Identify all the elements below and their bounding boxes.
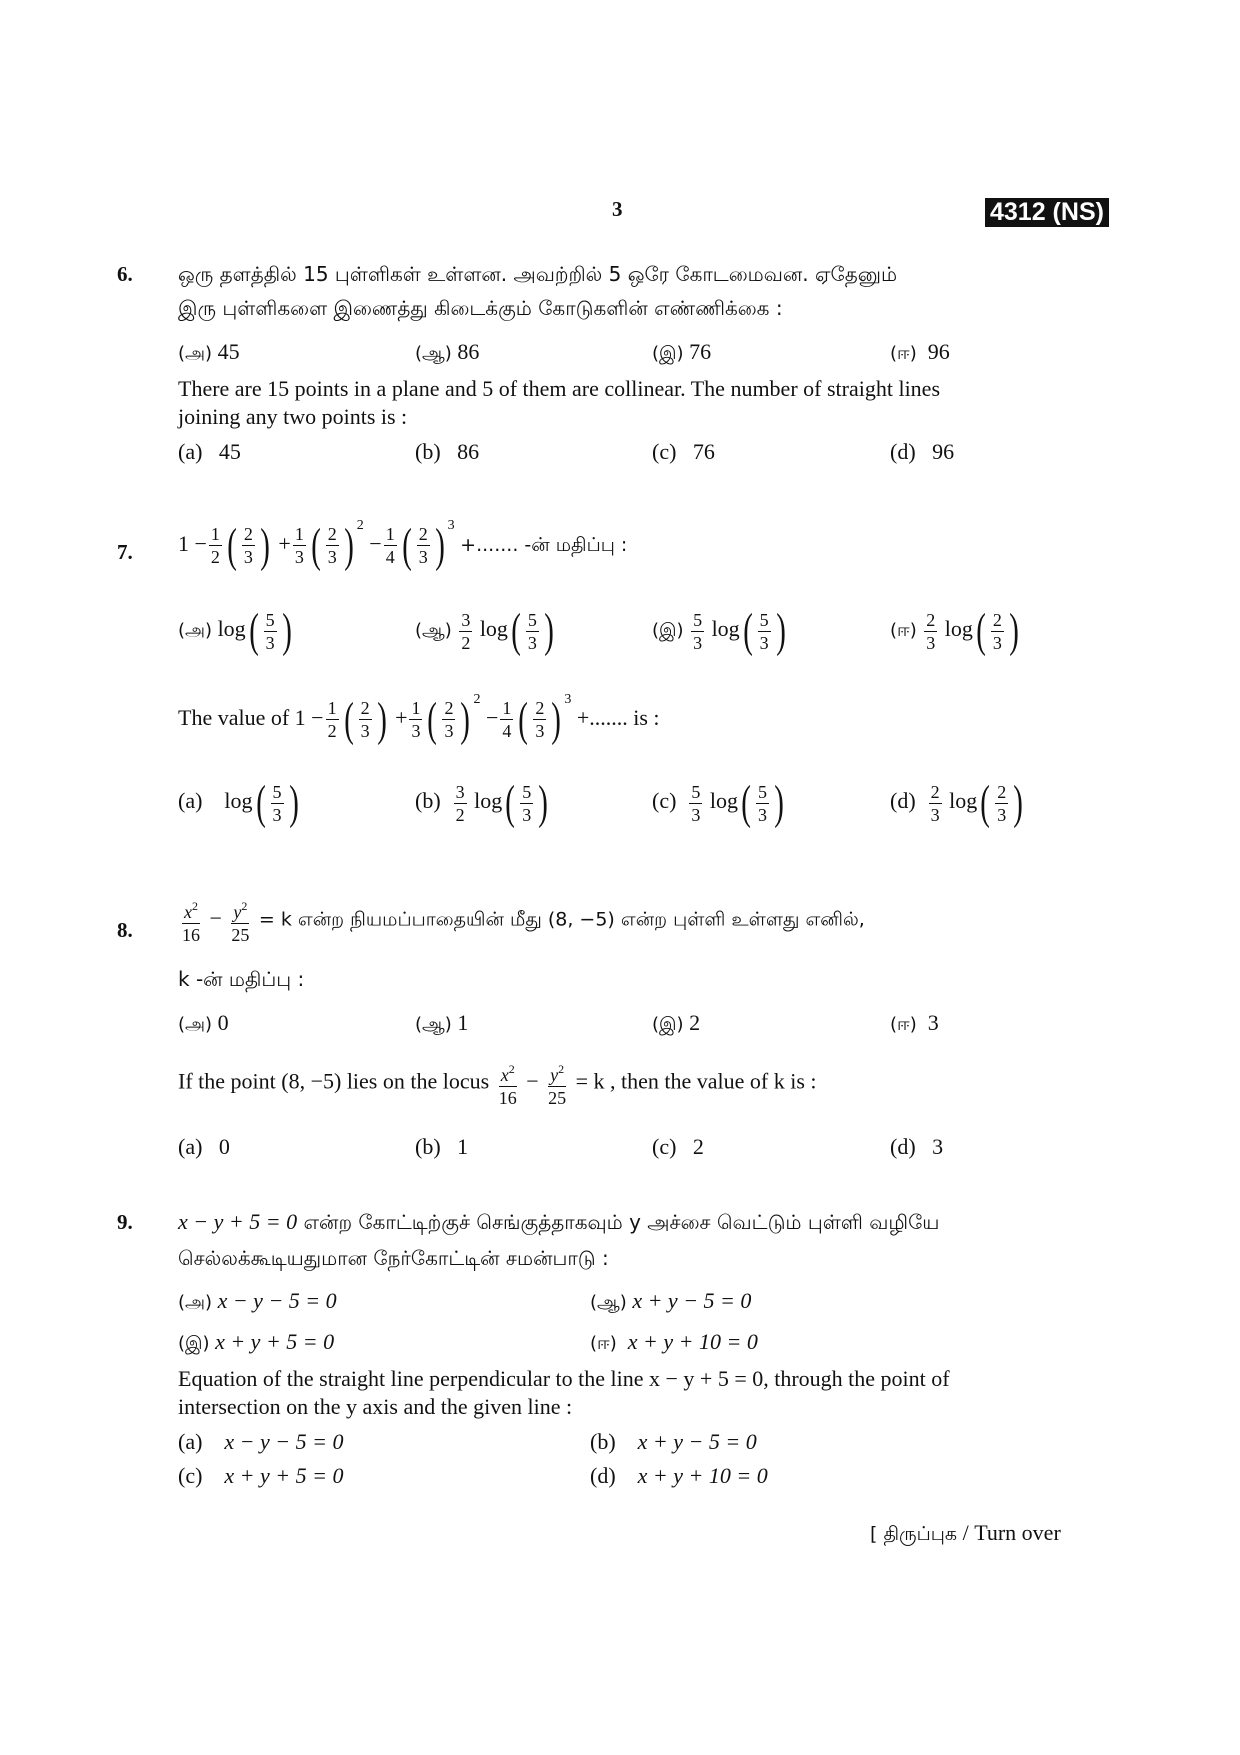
question-text-english: There are 15 points in a plane and 5 of them are collinear. The number of straight lines	[178, 376, 941, 401]
option: (a) 0	[178, 1134, 230, 1159]
option: (அ) log( $\frac{5}{3}$ )	[178, 604, 292, 657]
option: (b) x + y − 5 = 0	[590, 1429, 757, 1454]
option: (c) x + y + 5 = 0	[178, 1463, 344, 1488]
option: (ஆ) 86	[415, 339, 480, 364]
option: (ஆ) 1	[415, 1010, 469, 1035]
option: (b) $\frac{3}{2}$ log( $\frac{5}{3}$ )	[415, 776, 549, 829]
question-suffix-english: = k , then the value of k is :	[575, 1068, 817, 1094]
option: (a) 45	[178, 439, 241, 464]
question-text-english: Equation of the straight line perpendicular to the line x − y + 5 = 0, through the point of	[178, 1366, 950, 1391]
question-text-tamil: செல்லக்கூடியதுமான நேர்கோட்டின் சமன்பாடு :	[178, 1246, 609, 1270]
paper-code: 4312 (NS)	[985, 198, 1109, 227]
question-number: 9.	[117, 1210, 133, 1234]
question-text-tamil: k -ன் மதிப்பு :	[178, 967, 305, 991]
option: (இ) $\frac{5}{3}$ log( $\frac{5}{3}$ )	[652, 604, 786, 657]
question-text-tamil: ஒரு தளத்தில் 15 புள்ளிகள் உள்ளன. அவற்றில் 5 ஒரே கோடமைவன. ஏதேனும்	[178, 262, 898, 286]
option: (அ) x − y − 5 = 0	[178, 1288, 337, 1313]
question-suffix-tamil: +....... -ன் மதிப்பு :	[460, 534, 628, 556]
option: (இ) 76	[652, 339, 712, 364]
option: (c) 76	[652, 439, 715, 464]
option: (d) 96	[890, 439, 955, 464]
option: (b) 86	[415, 439, 480, 464]
option: (c) 2	[652, 1134, 704, 1159]
locus-equation-english: If the point (8, −5) lies on the locus $\frac{x^2}{16}$ − $\frac{y^2}{25}$ = k , then the value of k is :	[178, 1058, 817, 1109]
option: (அ) 0	[178, 1010, 229, 1035]
option: (c) $\frac{5}{3}$ log( $\frac{5}{3}$ )	[652, 776, 784, 829]
option: (d) x + y + 10 = 0	[590, 1463, 768, 1488]
option: (ஈ) 3	[890, 1010, 939, 1035]
question-prefix-english: If the point (8, −5) lies on the locus	[178, 1068, 490, 1094]
series-expression: 1 − $\frac{1}{2}$ ( $\frac{2}{3}$ ) + $\frac{1}{3}$ ( $\frac{2}{3}$ ) $^2$ − $\frac{1}{4}$ ( $\frac{2}{3}$ ) $^3$ +....... -ன் மதிப்பு :	[178, 518, 628, 572]
turn-over-note: [ திருப்புக / Turn over	[870, 1520, 1061, 1545]
question-suffix-english: +....... is :	[576, 705, 660, 730]
question-text-english: intersection on the y axis and the given line :	[178, 1394, 573, 1419]
option: (ஆ) $\frac{3}{2}$ log( $\frac{5}{3}$ )	[415, 604, 554, 657]
option: (b) 1	[415, 1134, 469, 1159]
locus-equation-tamil: $\frac{x^2}{16}$ − $\frac{y^2}{25}$ = k என்ற நியமப்பாதையின் மீது (8, −5) என்ற புள்ளி உள்ளது எனில்,	[178, 895, 865, 946]
option: (அ) 45	[178, 339, 240, 364]
option: (a) log( $\frac{5}{3}$ )	[178, 776, 299, 829]
question-prefix-english: The value of	[178, 705, 290, 730]
option: (d) $\frac{2}{3}$ log( $\frac{2}{3}$ )	[890, 776, 1024, 829]
option: (a) x − y − 5 = 0	[178, 1429, 344, 1454]
question-text-tamil: = k என்ற நியமப்பாதையின் மீது (8, −5) என்ற புள்ளி உள்ளது எனில்,	[258, 908, 865, 931]
option: (ஈ) x + y + 10 = 0	[590, 1329, 758, 1354]
question-text-tamil: x − y + 5 = 0 என்ற கோட்டிற்குச் செங்குத்தாகவும் y அச்சை வெட்டும் புள்ளி வழியே	[178, 1209, 940, 1234]
option: (d) 3	[890, 1134, 944, 1159]
question-number: 8.	[117, 918, 133, 942]
option: (ஈ) $\frac{2}{3}$ log( $\frac{2}{3}$ )	[890, 604, 1019, 657]
option: (ஆ) x + y − 5 = 0	[590, 1288, 752, 1313]
option: (இ) 2	[652, 1010, 701, 1035]
option: (இ) x + y + 5 = 0	[178, 1329, 335, 1354]
option: (ஈ) 96	[890, 339, 950, 364]
question-text-tamil: இரு புள்ளிகளை இணைத்து கிடைக்கும் கோடுகளின் எண்ணிக்கை :	[178, 296, 783, 320]
page-number: 3	[612, 197, 623, 221]
series-expression-english: The value of 1 − $\frac{1}{2}$ ( $\frac{2}{3}$ ) + $\frac{1}{3}$ ( $\frac{2}{3}$ ) $^2$ − $\frac{1}{4}$ ( $\frac{2}{3}$ ) $^3$ +....... is :	[178, 692, 660, 746]
question-text-english: joining any two points is :	[178, 404, 408, 429]
question-number: 7.	[117, 540, 133, 564]
question-number: 6.	[117, 262, 133, 286]
